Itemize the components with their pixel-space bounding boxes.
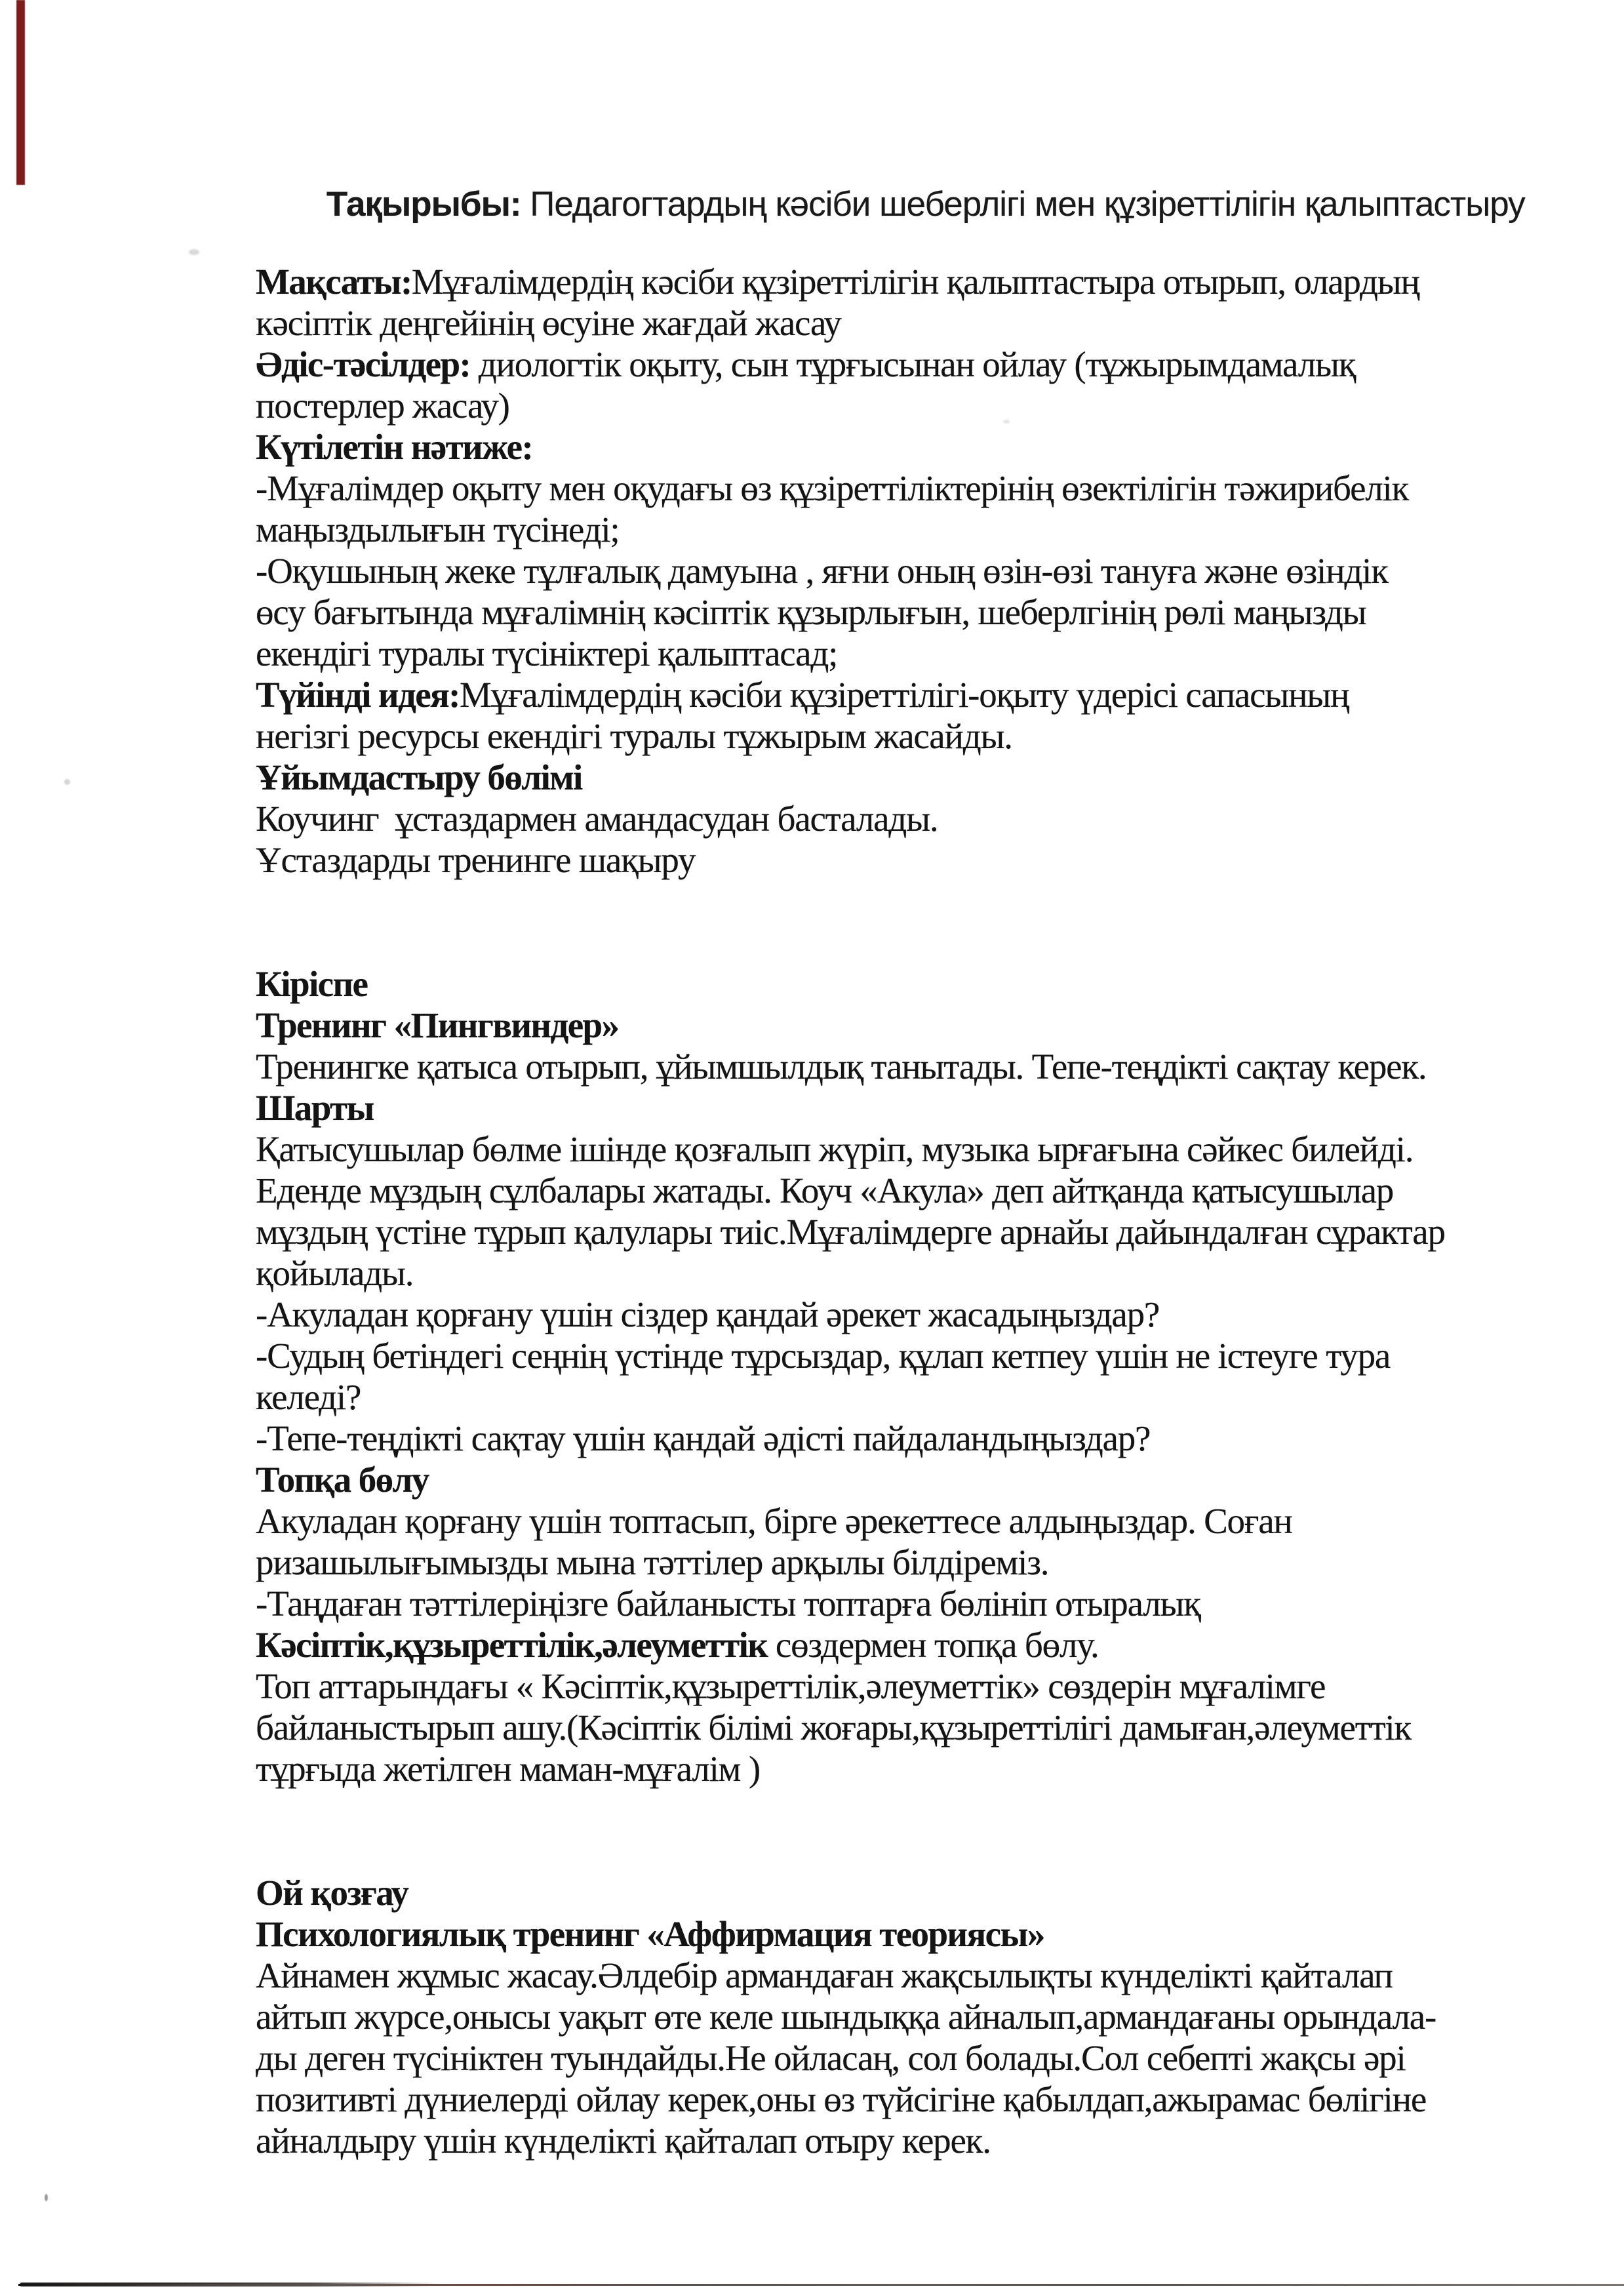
text-line: [256, 1542, 1580, 1583]
text-line: [256, 1252, 1580, 1294]
text-run: маңыздылығын түсінеді;: [256, 509, 620, 549]
bold-run: Кіріспе: [256, 964, 368, 1004]
text-run: Топ аттарындағы « Кәсіптік,құзыреттілік,әлеуметтік» сөздерін мұғалімге: [256, 1666, 1326, 1706]
text-line: [256, 1459, 1580, 1500]
text-line: [256, 2037, 1580, 2079]
text-line: [256, 1913, 1580, 1955]
scan-artifact-red-line: [16, 0, 25, 185]
text-line: [256, 1872, 1580, 1913]
text-run: қойылады.: [256, 1253, 414, 1293]
text-line: [256, 1211, 1580, 1252]
document-body: [256, 261, 1580, 2161]
text-line: [256, 1128, 1580, 1170]
text-line: [256, 426, 1580, 468]
text-run: -Акуладан қорғану үшін сіздер қандай әрекет жасадыңыздар?: [256, 1294, 1160, 1334]
bold-run: Тренинг «Пингвиндер»: [256, 1005, 619, 1045]
text-line: [256, 468, 1580, 509]
scan-speck: [45, 2194, 48, 2201]
text-line: [256, 1335, 1580, 1376]
bold-run: Мақсаты:: [256, 262, 412, 302]
text-run: тұрғыда жетілген маман-мұғалім ): [256, 1749, 760, 1789]
blank-line: [256, 881, 1580, 963]
bold-run: Ой қозғау: [256, 1873, 408, 1913]
text-line: [256, 1418, 1580, 1459]
bold-run: Түйінді идея:: [256, 675, 460, 715]
text-run: ризашылығымызды мына тәттілер арқылы білдіреміз.: [256, 1542, 1049, 1582]
bold-run: Топқа бөлу: [256, 1460, 429, 1500]
text-run: екендігі туралы түсініктері қалыптасад;: [256, 633, 838, 673]
title-label: Тақырыбы:: [326, 185, 521, 224]
text-line: [256, 591, 1580, 633]
scan-artifact-bottom-line: [18, 2284, 1624, 2286]
text-run: айналдыру үшін күнделікті қайталап отыру керек.: [256, 2121, 991, 2161]
text-line: [256, 1748, 1580, 1789]
document-title: [290, 144, 1575, 264]
text-run: -Таңдаған тәттілеріңізге байланысты топтарға бөлініп отыралық: [256, 1584, 1200, 1624]
text-run: айтып жүрсе,онысы уақыт өте келе шындыққа айналып,армандағаны орындала-: [256, 1997, 1436, 2037]
text-run: келеді?: [256, 1377, 361, 1417]
text-run: Тренингке қатыса отырып, ұйымшылдық танытады. Тепе-теңдікті сақтау керек.: [256, 1047, 1427, 1087]
title-text: Педагогтардың кәсіби шеберлігі мен құзіреттілігін қалыптастыру: [521, 185, 1525, 224]
text-run: Айнамен жұмыс жасау.Әлдебір армандаған жақсылықты күнделікті қайталап: [256, 1955, 1393, 1995]
text-line: [256, 963, 1580, 1005]
text-run: -Судың бетіндегі сеңнің үстінде тұрсыздар, құлап кетпеу үшін не істеуге тура: [256, 1336, 1391, 1376]
text-line: [256, 2120, 1580, 2161]
text-line: [256, 1046, 1580, 1087]
text-run: постерлер жасау): [256, 386, 509, 426]
text-line: [256, 839, 1580, 881]
text-run: Мұғалімдердің кәсіби құзіреттілігі-оқыту үдерісі сапасының: [459, 675, 1349, 715]
scan-speck: [189, 249, 199, 255]
text-run: диологтік оқыту, сын тұрғысынан ойлау (тұжырымдамалық: [470, 344, 1356, 384]
text-line: [256, 1955, 1580, 1996]
text-line: [256, 1996, 1580, 2037]
text-run: ды деген түсініктен туындайды.Не ойласаң, сол болады.Сол себепті жақсы әрі: [256, 2038, 1406, 2078]
text-line: [256, 385, 1580, 426]
text-line: [256, 261, 1580, 302]
text-run: -Оқушының жеке тұлғалық дамуына , яғни оның өзін-өзі тануға және өзіндік: [256, 551, 1388, 591]
text-run: позитивті дүниелерді ойлау керек,оны өз түйсігіне қабылдап,ажырамас бөлігіне: [256, 2079, 1427, 2119]
text-run: Еденде мұздың сұлбалары жатады. Коуч «Акула» деп айтқанда қатысушылар: [256, 1170, 1394, 1210]
text-run: Коучинг ұстаздармен амандасудан басталады.: [256, 799, 938, 839]
text-run: мұздың үстіне тұрып қалулары тиіс.Мұғалімдерге арнайы дайындалған сұрактар: [256, 1212, 1445, 1252]
bold-run: Күтілетін нәтиже:: [256, 427, 533, 467]
scan-speck: [1003, 420, 1010, 424]
scan-speck: [64, 779, 70, 785]
text-line: [256, 1376, 1580, 1418]
bold-run: Ұйымдастыру бөлімі: [256, 757, 582, 797]
text-line: [256, 1170, 1580, 1211]
blank-line: [256, 1789, 1580, 1872]
text-line: [256, 757, 1580, 798]
text-line: [256, 1005, 1580, 1046]
text-line: [256, 1624, 1580, 1666]
text-run: -Мұғалімдер оқыту мен оқудағы өз құзіреттіліктерінің өзектілігін тәжирибелік: [256, 468, 1409, 508]
text-line: [256, 1583, 1580, 1624]
text-line: [256, 1500, 1580, 1542]
text-line: [256, 633, 1580, 674]
text-line: [256, 674, 1580, 715]
text-line: [256, 302, 1580, 344]
bold-run: Шарты: [256, 1088, 374, 1128]
text-line: [256, 344, 1580, 385]
text-run: Акуладан қорғану үшін топтасып, бірге әрекеттесе алдыңыздар. Соған: [256, 1501, 1292, 1541]
text-line: [256, 798, 1580, 839]
text-run: негізгі ресурсы екендігі туралы тұжырым жасайды.: [256, 716, 1012, 756]
text-line: [256, 509, 1580, 550]
bold-run: Әдіс-тәсілдер:: [256, 344, 471, 384]
text-run: байланыстырып ашу.(Кәсіптік білімі жоғары,құзыреттілігі дамыған,әлеуметтік: [256, 1707, 1412, 1747]
text-line: [256, 2079, 1580, 2120]
text-line: [256, 1666, 1580, 1707]
text-run: Мұғалімдердің кәсіби құзіреттілігін қалыптастыра отырып, олардың: [411, 262, 1419, 302]
text-run: сөздермен топқа бөлу.: [767, 1625, 1099, 1665]
text-line: [256, 715, 1580, 757]
text-run: Ұстаздарды тренинге шақыру: [256, 840, 696, 880]
text-line: [256, 550, 1580, 591]
text-run: -Тепе-теңдікті сақтау үшін қандай әдісті пайдаландыңыздар?: [256, 1418, 1151, 1458]
text-line: [256, 1294, 1580, 1335]
text-run: Қатысушылар бөлме ішінде қозғалып жүріп, музыка ырғағына сәйкес билейді.: [256, 1129, 1414, 1169]
bold-run: Кәсіптік,құзыреттілік,әлеуметтік: [256, 1625, 768, 1665]
text-line: [256, 1707, 1580, 1748]
text-run: өсу бағытында мұғалімнің кәсіптік құзырлығын, шеберлгінің рөлі маңызды: [256, 592, 1366, 632]
bold-run: Психологиялық тренинг «Аффирмация теориясы»: [256, 1914, 1044, 1954]
text-line: [256, 1087, 1580, 1128]
text-run: кәсіптік деңгейінің өсуіне жағдай жасау: [256, 303, 841, 343]
